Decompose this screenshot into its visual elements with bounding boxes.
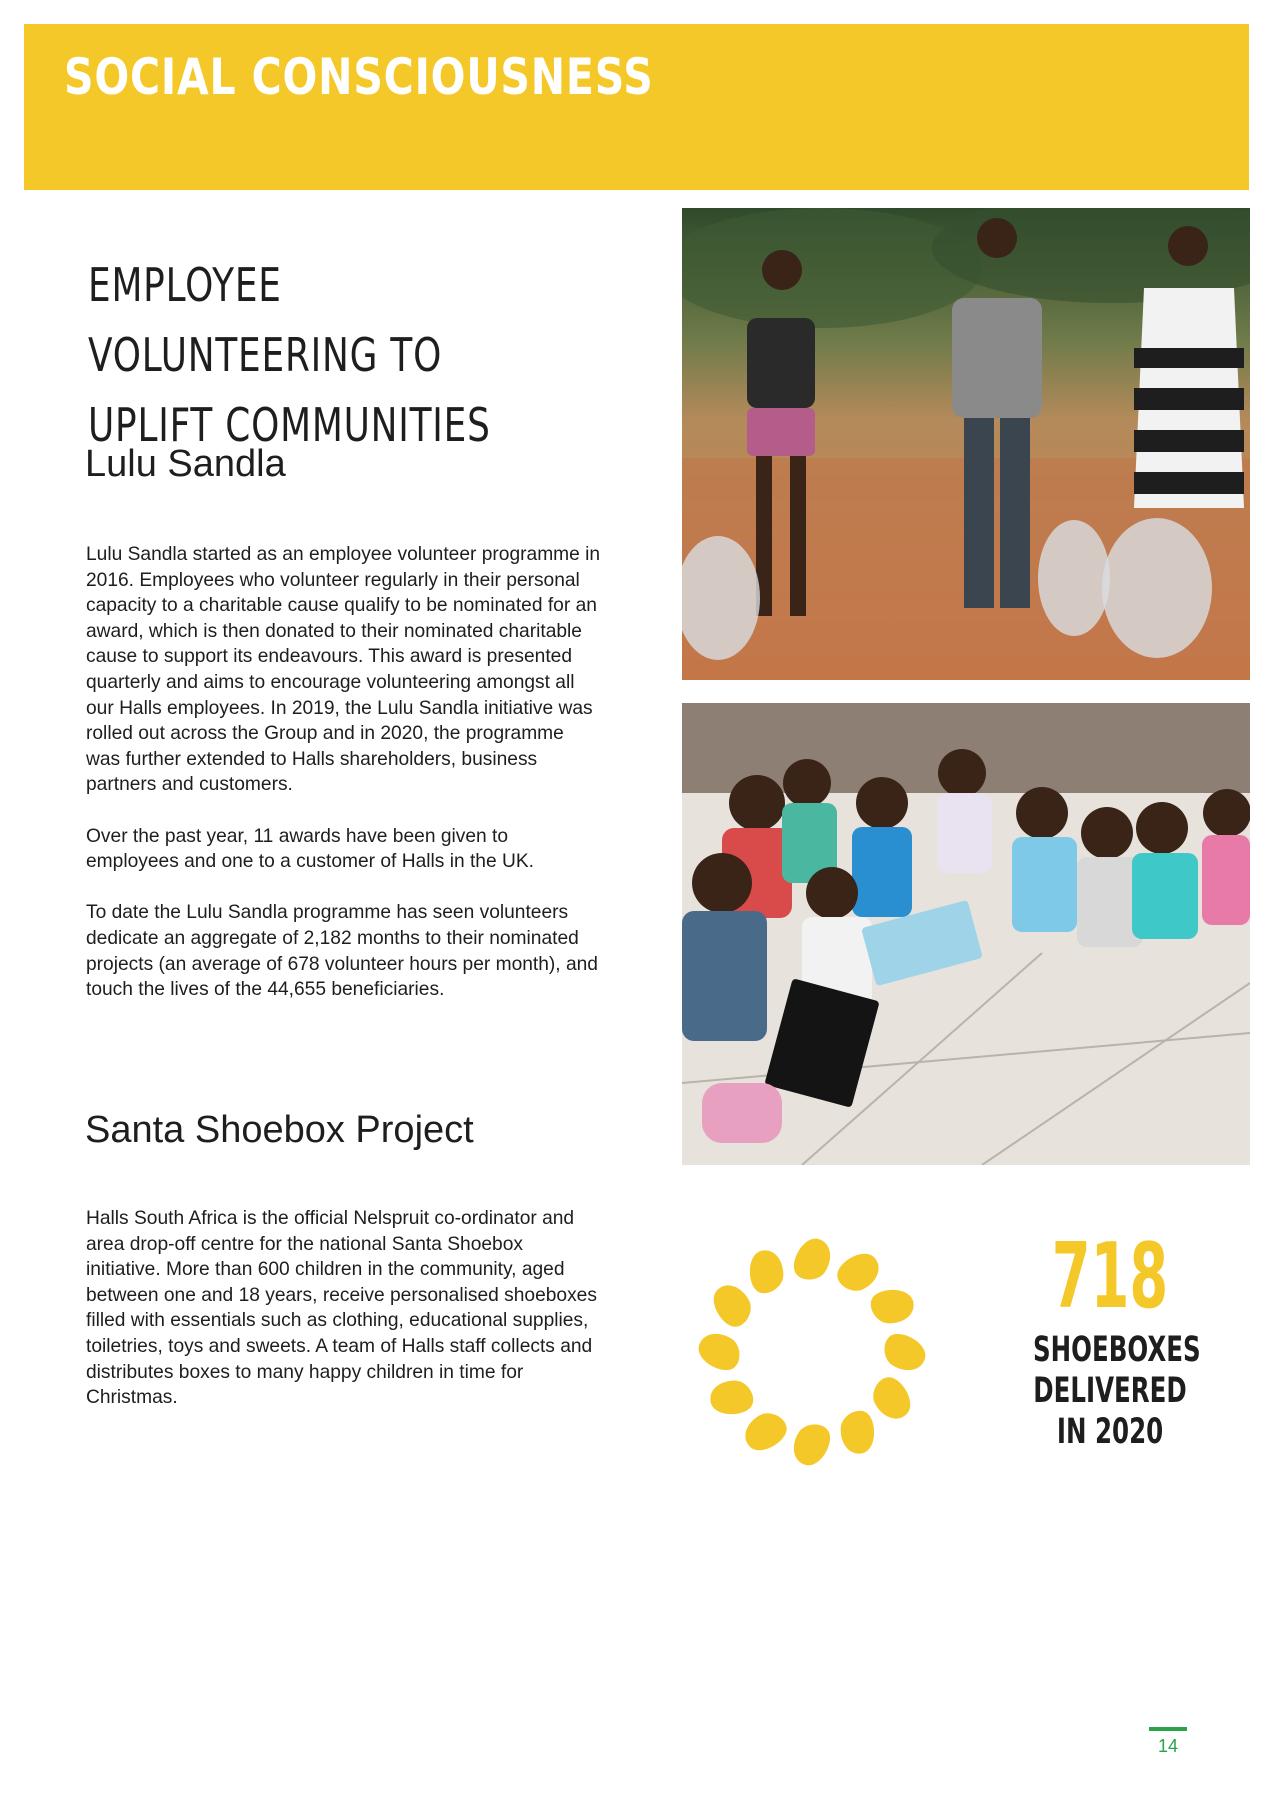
shoebox-label-line-2: DELIVERED bbox=[1033, 1371, 1187, 1411]
santa-shoebox-title: Santa Shoebox Project bbox=[85, 1109, 474, 1151]
santa-shoebox-body bbox=[86, 1206, 601, 1436]
lulu-sandla-body bbox=[86, 542, 601, 1028]
shoebox-label-line-3: IN 2020 bbox=[1056, 1412, 1164, 1452]
santa-shoebox-paragraph: Halls South Africa is the official Nelspruit co-ordinator and area drop-off centre for the national Santa Shoebox initiative. More than 600 children in the community, aged between one and 18 years, receive personalised shoeboxes filled with essentials such as clothing, educational supplies, toiletries, toys and sweets. A team of Halls staff collects and distributes boxes to many happy children in time for Christmas. bbox=[86, 1208, 597, 1409]
banner-title: SOCIAL CONSCIOUSNESS bbox=[64, 48, 654, 106]
sun-petal bbox=[694, 1328, 745, 1374]
page-number: 14 bbox=[1157, 1736, 1179, 1756]
shoebox-label bbox=[1033, 1330, 1201, 1453]
lulu-sandla-paragraph-3: To date the Lulu Sandla programme has seen volunteers dedicate an aggregate of 2,182 months to their nominated projects (an average of 678 volunteer hours per month), and touch the lives of the 44,655 beneficiaries. bbox=[86, 902, 598, 1001]
lulu-sandla-paragraph-1: Lulu Sandla started as an employee volunteer programme in 2016. Employees who volunteer regularly in their personal capacity to a charitable cause qualify to be nominated for an award, which is then donated to their nominated charitable cause to support its endeavours. This award is presented quarterly and aims to encourage volunteering amongst all our Halls employees. In 2019, the Lulu Sandla initiative was rolled out across the Group and in 2020, the programme was further extended to Halls shareholders, business partners and customers. bbox=[86, 544, 601, 796]
lulu-sandla-paragraph-2: Over the past year, 11 awards have been given to employees and one to a customer of Halls in the UK. bbox=[86, 825, 534, 873]
section-heading-line-2: UPLIFT COMMUNITIES bbox=[88, 398, 491, 452]
sun-petal bbox=[738, 1405, 792, 1458]
sun-petal bbox=[869, 1286, 917, 1326]
sun-petals bbox=[694, 1234, 931, 1471]
section-heading bbox=[88, 250, 556, 460]
section-heading-line-1: EMPLOYEE VOLUNTEERING TO bbox=[88, 258, 443, 382]
sun-petal bbox=[708, 1377, 756, 1417]
sun-petal bbox=[879, 1330, 930, 1376]
lulu-sandla-title: Lulu Sandla bbox=[85, 443, 286, 485]
sun-petal bbox=[790, 1234, 836, 1285]
sun-petal bbox=[837, 1409, 877, 1457]
page-number-bar bbox=[1149, 1727, 1187, 1731]
sun-petal bbox=[865, 1372, 918, 1426]
children-shoeboxes-photo bbox=[682, 703, 1250, 1165]
shoebox-label-line-1: SHOEBOXES bbox=[1033, 1330, 1201, 1370]
sun-petal bbox=[832, 1246, 886, 1299]
sun-graphic bbox=[682, 1222, 942, 1482]
children-praying-photo bbox=[682, 208, 1250, 680]
sun-petal bbox=[746, 1248, 786, 1296]
sun-petal bbox=[706, 1278, 759, 1332]
sun-petal bbox=[788, 1419, 834, 1470]
shoebox-count: 718 bbox=[1051, 1224, 1169, 1329]
